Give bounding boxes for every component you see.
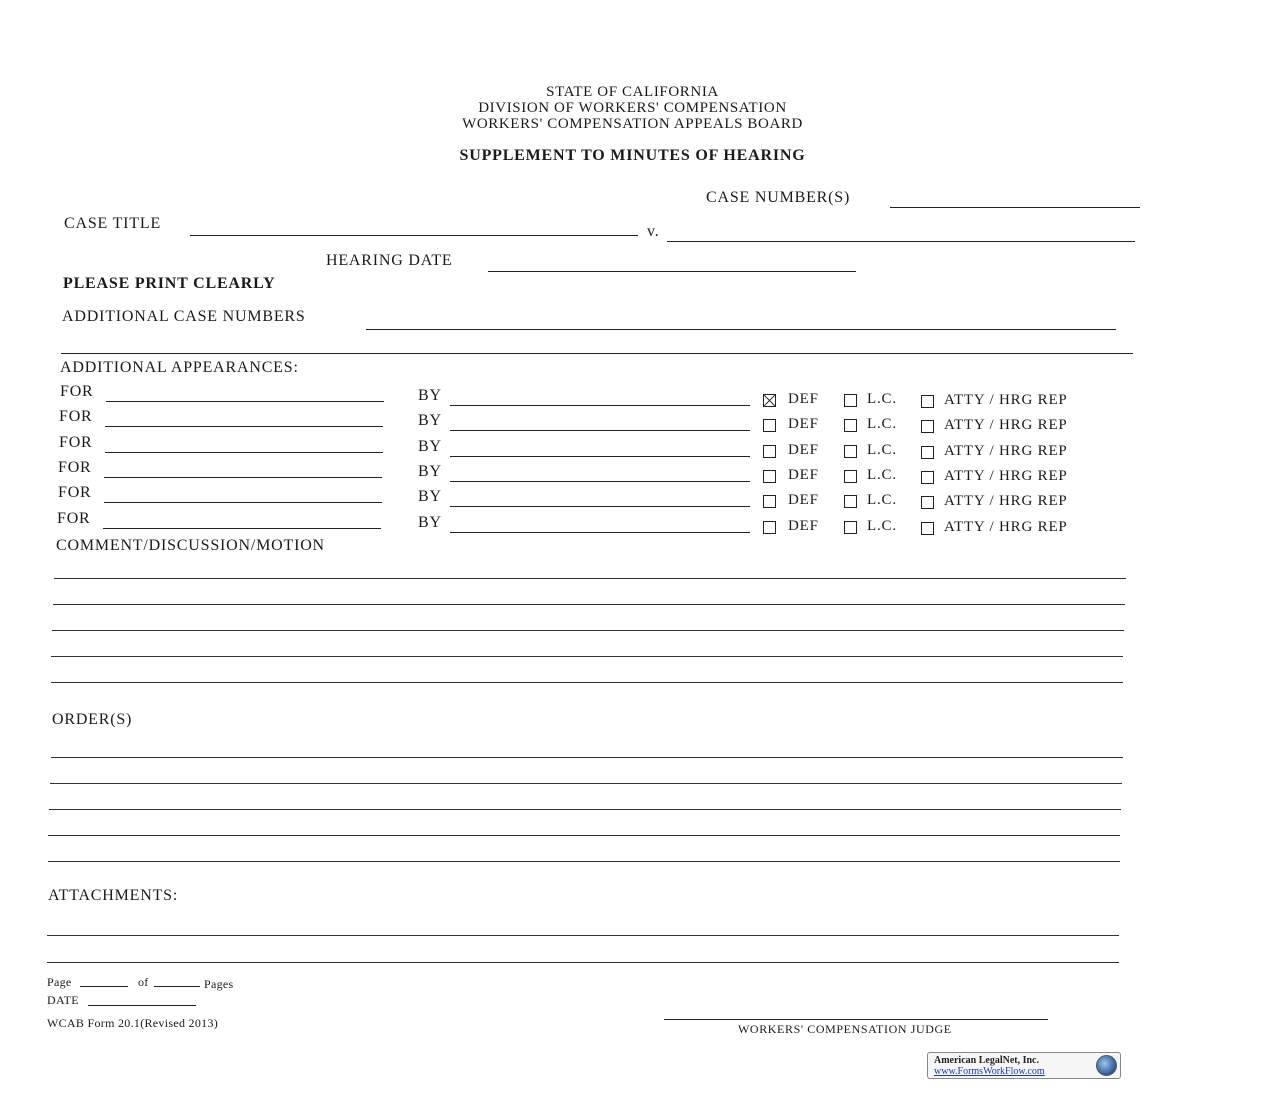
- lc-option-label: L.C.: [867, 441, 897, 458]
- globe-icon: [1096, 1055, 1117, 1076]
- appearance-by-field[interactable]: [450, 430, 750, 431]
- lc-checkbox[interactable]: [844, 521, 857, 534]
- appearance-by-label: BY: [418, 462, 442, 480]
- lc-option-label: L.C.: [867, 391, 897, 407]
- judge-label: WORKERS' COMPENSATION JUDGE: [738, 1022, 952, 1036]
- hearing-date-field[interactable]: [488, 271, 856, 272]
- appearance-by-field[interactable]: [450, 481, 750, 482]
- appearance-by-field[interactable]: [450, 405, 750, 406]
- logo-url[interactable]: www.FormsWorkFlow.com: [934, 1066, 1045, 1077]
- lc-checkbox[interactable]: [844, 470, 857, 483]
- atty-option-label: ATTY / HRG REP: [944, 442, 1068, 459]
- header-board: WORKERS' COMPENSATION APPEALS BOARD: [462, 116, 803, 132]
- additional-case-numbers-field[interactable]: [366, 329, 1116, 330]
- case-numbers-field[interactable]: [890, 207, 1140, 208]
- def-option-label: DEF: [788, 517, 819, 534]
- appearance-for-label: FOR: [59, 433, 93, 451]
- appearance-for-label: FOR: [57, 509, 91, 527]
- header-division: DIVISION OF WORKERS' COMPENSATION: [478, 100, 787, 116]
- date-label: DATE: [47, 993, 79, 1007]
- appearance-for-field[interactable]: [103, 528, 381, 529]
- appearance-by-label: BY: [418, 387, 442, 404]
- atty-checkbox[interactable]: [921, 496, 934, 509]
- orders-heading: ORDER(S): [52, 711, 133, 728]
- page-label: Page: [47, 975, 72, 989]
- attachments-heading: ATTACHMENTS:: [48, 887, 179, 904]
- def-option-label: DEF: [788, 441, 819, 458]
- comment-line[interactable]: [52, 630, 1124, 631]
- form-title: SUPPLEMENT TO MINUTES OF HEARING: [459, 147, 806, 164]
- atty-option-label: ATTY / HRG REP: [944, 493, 1068, 510]
- atty-option-label: ATTY / HRG REP: [944, 518, 1068, 535]
- def-option-label: DEF: [788, 416, 819, 433]
- lc-option-label: L.C.: [867, 466, 897, 483]
- appearance-by-label: BY: [418, 412, 442, 430]
- appearance-for-label: FOR: [59, 408, 93, 426]
- order-line[interactable]: [50, 783, 1122, 784]
- comment-line[interactable]: [54, 578, 1126, 579]
- comment-line[interactable]: [51, 656, 1123, 657]
- comment-line[interactable]: [53, 604, 1125, 605]
- order-line[interactable]: [51, 757, 1123, 758]
- lc-checkbox[interactable]: [844, 394, 857, 407]
- lc-option-label: L.C.: [867, 517, 897, 534]
- comment-line[interactable]: [51, 682, 1123, 683]
- def-checkbox[interactable]: [763, 521, 776, 534]
- order-line[interactable]: [49, 809, 1121, 810]
- date-field[interactable]: [88, 1005, 196, 1006]
- atty-option-label: ATTY / HRG REP: [944, 392, 1068, 408]
- lc-option-label: L.C.: [867, 492, 897, 509]
- comment-heading: COMMENT/DISCUSSION/MOTION: [56, 537, 325, 554]
- appearance-by-field[interactable]: [450, 506, 750, 507]
- appearance-for-field[interactable]: [105, 426, 383, 427]
- attachment-line[interactable]: [47, 962, 1119, 963]
- judge-signature-field[interactable]: [664, 1019, 1048, 1020]
- order-line[interactable]: [48, 861, 1120, 862]
- pages-label: Pages: [204, 977, 234, 991]
- lc-checkbox[interactable]: [844, 495, 857, 508]
- page-number-field[interactable]: [80, 986, 128, 987]
- atty-checkbox[interactable]: [921, 420, 934, 433]
- def-checkbox[interactable]: [763, 445, 776, 458]
- atty-checkbox[interactable]: [921, 395, 934, 408]
- lc-option-label: L.C.: [867, 416, 897, 433]
- appearance-for-label: FOR: [60, 383, 94, 400]
- def-option-label: DEF: [788, 391, 819, 407]
- def-option-label: DEF: [788, 492, 819, 509]
- atty-option-label: ATTY / HRG REP: [944, 417, 1068, 434]
- print-clearly-note: PLEASE PRINT CLEARLY: [63, 275, 276, 292]
- additional-case-numbers-field-2[interactable]: [61, 353, 1133, 354]
- def-checkbox[interactable]: [763, 470, 776, 483]
- case-title-applicant-field[interactable]: [190, 235, 638, 236]
- def-checkbox[interactable]: [763, 495, 776, 508]
- atty-option-label: ATTY / HRG REP: [944, 467, 1068, 484]
- hearing-date-label: HEARING DATE: [326, 252, 453, 269]
- appearance-for-field[interactable]: [106, 401, 384, 402]
- american-legalnet-logo[interactable]: [927, 1052, 1121, 1079]
- attachment-line[interactable]: [47, 935, 1119, 936]
- appearance-for-label: FOR: [58, 458, 92, 476]
- logo-name: American LegalNet, Inc.: [934, 1055, 1039, 1066]
- def-option-label: DEF: [788, 466, 819, 483]
- appearance-for-field[interactable]: [104, 502, 382, 503]
- additional-appearances-heading: ADDITIONAL APPEARANCES:: [60, 359, 299, 376]
- appearance-by-label: BY: [418, 488, 442, 506]
- appearance-by-field[interactable]: [450, 532, 750, 533]
- lc-checkbox[interactable]: [844, 419, 857, 432]
- lc-checkbox[interactable]: [844, 445, 857, 458]
- appearance-for-label: FOR: [58, 484, 92, 502]
- def-checkbox[interactable]: [763, 419, 776, 432]
- additional-case-numbers-label: ADDITIONAL CASE NUMBERS: [62, 308, 306, 325]
- appearance-by-field[interactable]: [450, 456, 750, 457]
- order-line[interactable]: [48, 835, 1120, 836]
- atty-checkbox[interactable]: [921, 446, 934, 459]
- total-pages-field[interactable]: [154, 986, 200, 987]
- form-id: WCAB Form 20.1(Revised 2013): [47, 1016, 219, 1030]
- appearance-by-label: BY: [418, 513, 442, 531]
- appearance-for-field[interactable]: [105, 452, 383, 453]
- case-title-label: CASE TITLE: [64, 215, 162, 232]
- def-checkbox[interactable]: [763, 394, 776, 407]
- appearance-by-label: BY: [418, 437, 442, 455]
- atty-checkbox[interactable]: [921, 471, 934, 484]
- versus-label: v.: [647, 223, 660, 240]
- case-numbers-label: CASE NUMBER(S): [706, 189, 851, 206]
- atty-checkbox[interactable]: [921, 522, 934, 535]
- header-state: STATE OF CALIFORNIA: [546, 84, 719, 100]
- case-title-defendant-field[interactable]: [667, 241, 1135, 242]
- appearance-for-field[interactable]: [104, 477, 382, 478]
- of-label: of: [138, 975, 149, 989]
